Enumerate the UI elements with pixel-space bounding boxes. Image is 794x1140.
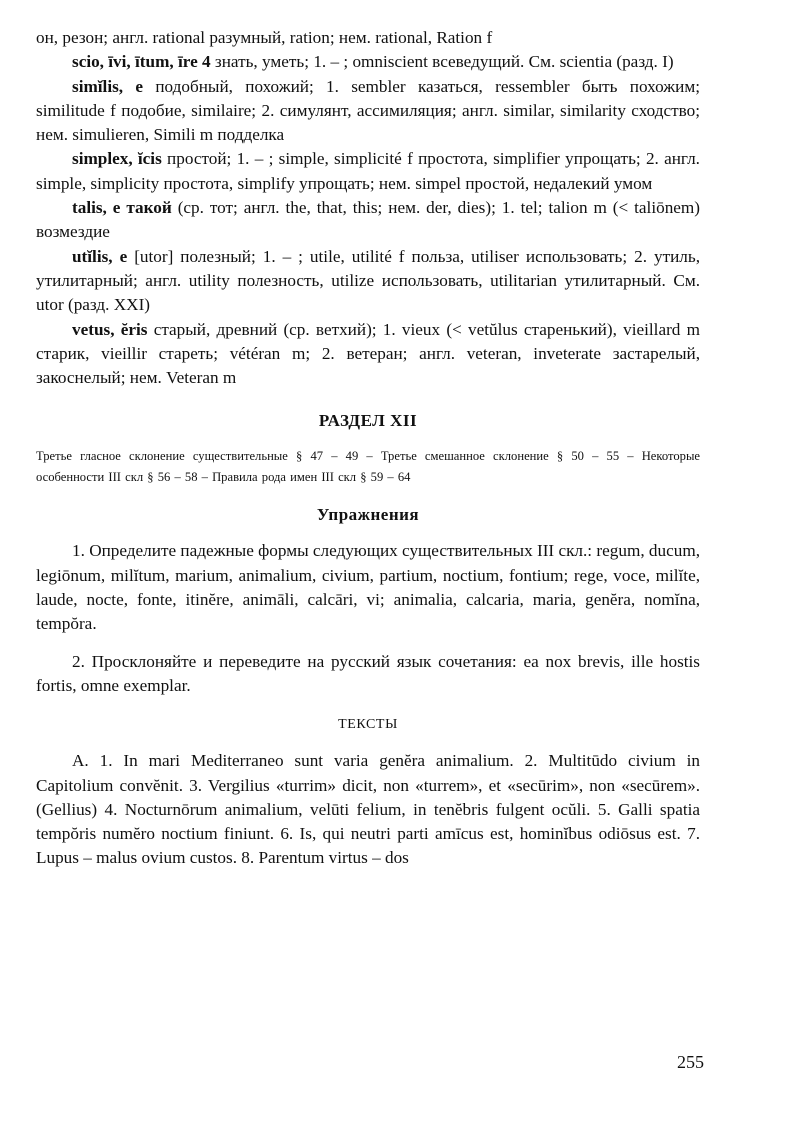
exercise-label: 2. Просклоняйте и переведите на русский язык сочетания: — [72, 651, 517, 671]
exercise-1 — [36, 539, 700, 636]
entry-ratio-continuation — [36, 26, 700, 50]
entry-headword: simplex, ĭcis — [72, 149, 162, 169]
page-number: 255 — [677, 1052, 704, 1072]
entry-scio — [36, 50, 700, 74]
exercise-text: regum, ducum, legiōnum, milĭtum, marium, animalium, civium, partium, noctium, fontium; rege, voce, milĭte, laude, nocte, fonte, itinĕre, animāli, calcāri, vi; animalia, calcaria, maria, genĕra, nomĭna, tempŏra. — [36, 541, 700, 634]
entry-talis — [36, 196, 700, 245]
exercise-text: ea nox brevis, ille hostis fortis, omne exemplar. — [36, 651, 700, 695]
entry-text: старый, древний (ср. ветхий); 1. vieux (< vetŭlus старенький), vieillard m старик, vieillir стареть; vétéran m; 2. ветеран; англ. veteran, inveterate застарелый, закоснелый; нем. Veteran m — [36, 319, 700, 388]
entry-headword: simĭlis, e — [72, 76, 144, 96]
entry-text: подобный, похожий; 1. sembler казаться, ressembler быть похожим; similitude f подобие, similaire; 2. симулянт, ассимиляция; англ. similar, similarity сходство; нем. simulieren, Simili m подделка — [36, 76, 700, 145]
entry-headword: scio, īvi, ītum, īre 4 — [72, 52, 211, 72]
entry-similis — [36, 75, 700, 148]
texts-body: A. 1. In mari Mediterraneo sunt varia genĕra animalium. 2. Multitūdo civium in Capitolium convĕnit. 3. Vergilius «turrim» dicit, non «turrem», et «secūrim», non «secūrem». (Gellius) 4. Nocturnōrum animalium, velūti felium, in tenĕbris fulgent ocŭli. 5. Galli spatia tempŏris numĕro noctium finiunt. 6. Is, qui neutri parti amīcus est, hominĭbus odiōsus est. 7. Lupus – malus ovium custos. 8. Parentum virtus – dos — [36, 751, 700, 868]
entry-text: простой; 1. – ; simple, simplicité f простота, simplifier упрощать; 2. англ. simple, simplicity простота, simplify упрощать; нем. simpel простой, недалекий умом — [36, 149, 700, 193]
entry-headword: utĭlis, e — [72, 246, 128, 266]
entry-text: знать, уметь; 1. – ; omniscient всеведущий. См. scientia (разд. I) — [214, 52, 674, 72]
entry-vetus — [36, 318, 700, 391]
entry-utilis — [36, 245, 700, 318]
entry-text: он, резон; англ. rational разумный, ration; нем. rational, Ration f — [36, 28, 493, 47]
section-syllabus: Третье гласное склонение существительные § 47 – 49 – Третье смешанное склонение § 50 – 55 – Некоторые особенности III скл § 56 – 58 – Правила рода имен III скл § 59 – 64 — [36, 449, 700, 485]
entry-text: [utor] полезный; 1. – ; utile, utilité f польза, utiliser использовать; 2. утиль, утилитарный; англ. utility полезность, utilize использовать, utilitarian утилитарный. См. utor (разд. XXI) — [36, 246, 700, 315]
exercise-label: 1. Определите падежные формы следующих существительных III скл.: — [72, 541, 593, 561]
dictionary-page — [36, 26, 700, 871]
entry-text: (ср. тот; англ. the, that, this; нем. der, dies); 1. tel; talion m (< taliōnem) возмездие — [36, 198, 701, 242]
exercise-2 — [36, 650, 700, 699]
exercises-title: Упражнения — [316, 505, 420, 525]
texts-title: ТЕКСТЫ — [338, 717, 398, 733]
entry-headword: talis, e такой — [72, 198, 172, 218]
section-title: РАЗДЕЛ XII — [318, 411, 418, 431]
entry-headword: vetus, ĕris — [72, 319, 148, 339]
entry-simplex — [36, 147, 700, 196]
